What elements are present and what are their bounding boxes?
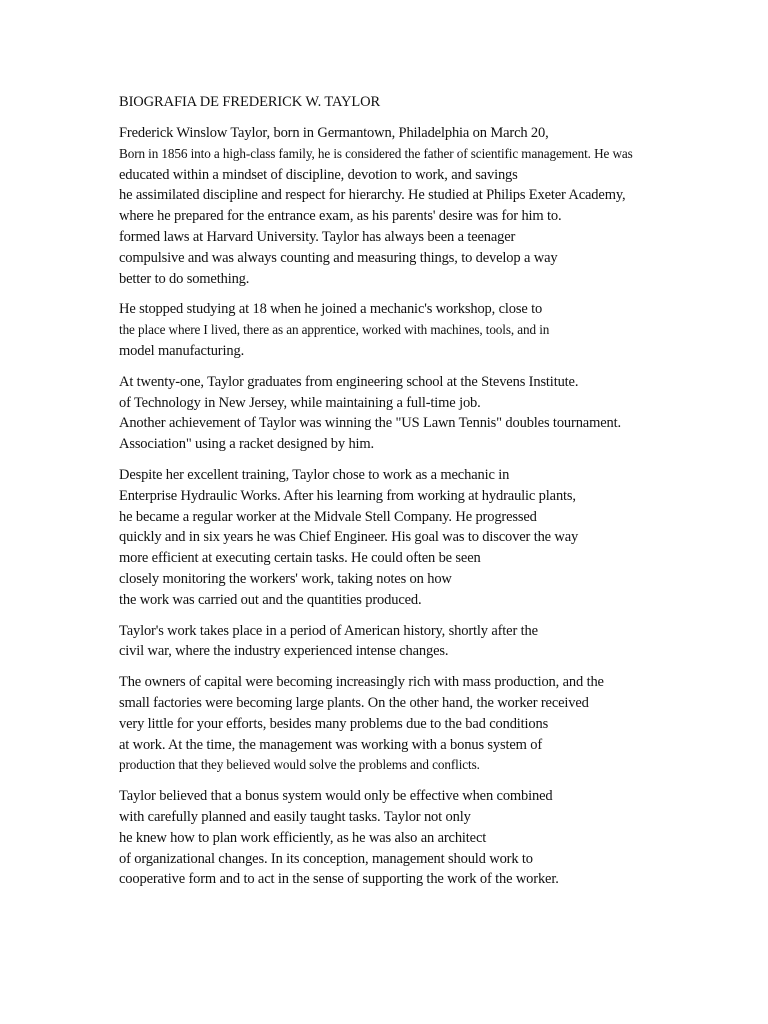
paragraph-line: model manufacturing. (119, 342, 245, 359)
paragraph-line: very little for your efforts, besides many problems due to the bad conditions (119, 715, 549, 732)
paragraph-line: formed laws at Harvard University. Taylor has always been a teenager (119, 228, 516, 245)
paragraph-line: Taylor's work takes place in a period of American history, shortly after the (119, 622, 538, 639)
paragraph-line: production that they believed would solve the problems and conflicts. (119, 757, 480, 773)
document-body (119, 92, 759, 900)
paragraph-3 (119, 372, 759, 455)
paragraph-7 (119, 786, 759, 890)
paragraph-line: cooperative form and to act in the sense of supporting the work of the worker. (119, 871, 559, 888)
paragraph-line: the place where I lived, there as an apprentice, worked with machines, tools, and in (119, 322, 550, 338)
paragraph-line: compulsive and was always counting and measuring things, to develop a way (119, 249, 558, 266)
paragraph-4 (119, 465, 759, 611)
paragraph-line: he knew how to plan work efficiently, as he was also an architect (119, 829, 487, 846)
paragraph-line: The owners of capital were becoming increasingly rich with mass production, and the (119, 674, 604, 691)
paragraph-line: where he prepared for the entrance exam, as his parents' desire was for him to. (119, 208, 562, 225)
paragraph-line: At twenty-one, Taylor graduates from engineering school at the Stevens Institute. (119, 373, 579, 390)
paragraph-line: with carefully planned and easily taught tasks. Taylor not only (119, 808, 471, 825)
paragraph-1 (119, 123, 759, 289)
paragraph-line: Enterprise Hydraulic Works. After his learning from working at hydraulic plants, (119, 487, 576, 504)
paragraph-line: quickly and in six years he was Chief Engineer. His goal was to discover the way (119, 529, 579, 546)
paragraph-2 (119, 299, 759, 361)
paragraph-line: the work was carried out and the quantities produced. (119, 591, 422, 608)
paragraph-line: he became a regular worker at the Midvale Stell Company. He progressed (119, 508, 537, 525)
paragraph-line: Born in 1856 into a high-class family, he is considered the father of scientific management. He was (119, 145, 633, 161)
paragraph-line: civil war, where the industry experienced intense changes. (119, 643, 449, 660)
paragraph-line: small factories were becoming large plants. On the other hand, the worker received (119, 694, 589, 711)
paragraph-line: he assimilated discipline and respect for hierarchy. He studied at Philips Exeter Academy, (119, 187, 626, 204)
document-title: BIOGRAFIA DE FREDERICK W. TAYLOR (119, 94, 381, 110)
paragraph-line: educated within a mindset of discipline, devotion to work, and savings (119, 166, 518, 183)
paragraph-6 (119, 672, 759, 776)
paragraph-5 (119, 621, 759, 663)
paragraph-line: closely monitoring the workers' work, taking notes on how (119, 570, 452, 587)
paragraph-line: Taylor believed that a bonus system would only be effective when combined (119, 788, 553, 805)
paragraph-line: He stopped studying at 18 when he joined a mechanic's workshop, close to (119, 301, 543, 318)
paragraph-line: of Technology in New Jersey, while maintaining a full-time job. (119, 394, 481, 411)
paragraph-line: at work. At the time, the management was working with a bonus system of (119, 736, 543, 753)
paragraph-line: Despite her excellent training, Taylor chose to work as a mechanic in (119, 466, 510, 483)
paragraph-line: more efficient at executing certain tasks. He could often be seen (119, 550, 481, 567)
paragraph-line: better to do something. (119, 270, 250, 287)
paragraph-line: Frederick Winslow Taylor, born in Germantown, Philadelphia on March 20, (119, 125, 549, 141)
paragraph-line: of organizational changes. In its conception, management should work to (119, 850, 533, 867)
paragraph-line: Another achievement of Taylor was winning the "US Lawn Tennis" doubles tournament. (119, 415, 621, 432)
paragraph-line: Association" using a racket designed by him. (119, 436, 375, 453)
